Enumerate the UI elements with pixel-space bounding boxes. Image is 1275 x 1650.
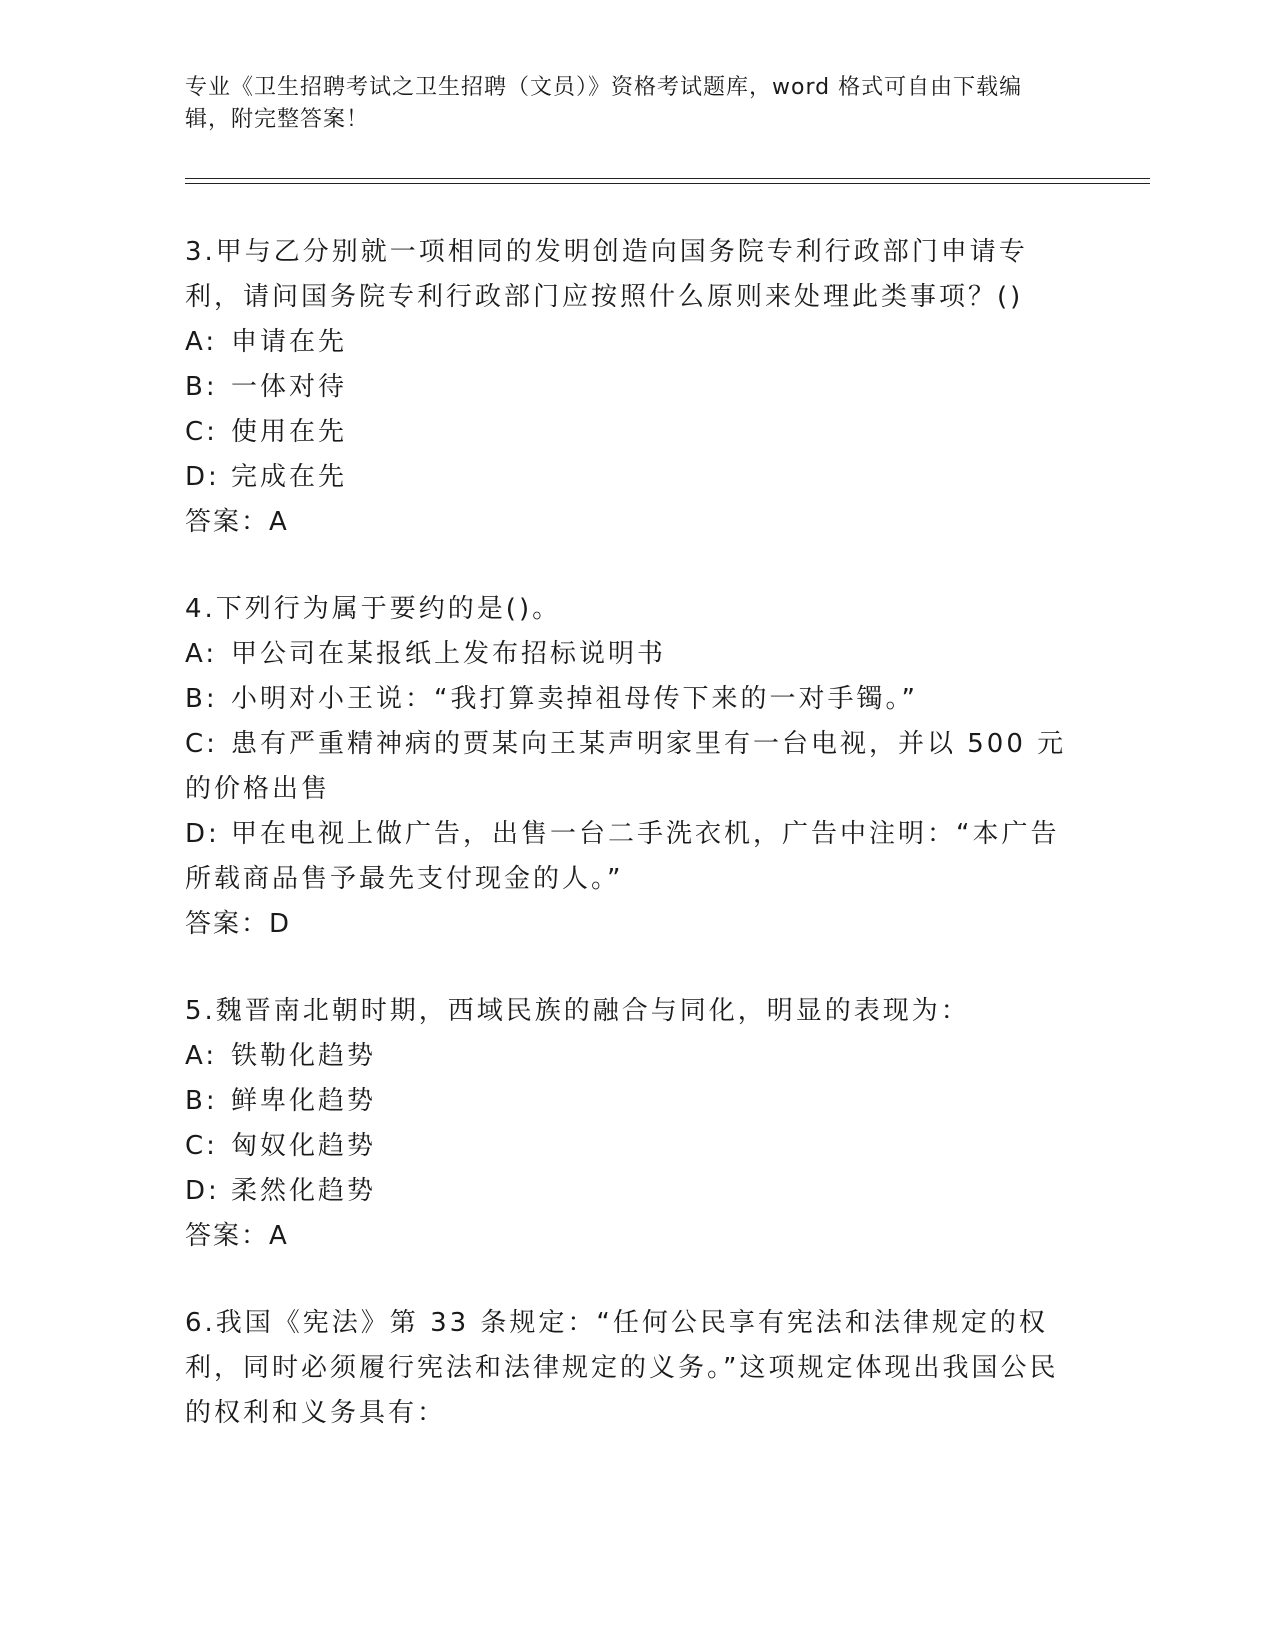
option-letter: A: bbox=[185, 639, 218, 669]
question-4 bbox=[185, 587, 1085, 947]
option-d bbox=[185, 455, 1085, 500]
option-text: 使用在先 bbox=[231, 417, 348, 447]
answer-value: D bbox=[269, 909, 292, 939]
option-b bbox=[185, 1079, 1085, 1124]
option-letter: A: bbox=[185, 1041, 218, 1071]
option-c bbox=[185, 1124, 1085, 1169]
answer-label: 答案： bbox=[185, 507, 270, 537]
header-divider-top bbox=[185, 178, 1150, 179]
question-5 bbox=[185, 989, 1085, 1259]
option-letter: D: bbox=[185, 819, 220, 849]
option-text: 小明对小王说：“我打算卖掉祖母传下来的一对手镯。” bbox=[231, 684, 918, 714]
option-letter: D: bbox=[185, 1176, 220, 1206]
option-text: 匈奴化趋势 bbox=[231, 1131, 377, 1161]
option-letter: B: bbox=[185, 372, 218, 402]
option-letter: C: bbox=[185, 729, 218, 759]
option-text: 患有严重精神病的贾某向王某声明家里有一台电视，并以 500 元的价格出售 bbox=[185, 729, 1067, 804]
answer-line bbox=[185, 500, 1085, 545]
option-letter: D: bbox=[185, 462, 220, 492]
header-divider-bottom bbox=[185, 183, 1150, 184]
option-letter: C: bbox=[185, 417, 218, 447]
option-letter: A: bbox=[185, 327, 218, 357]
answer-line bbox=[185, 1214, 1085, 1259]
option-a bbox=[185, 320, 1085, 365]
option-b bbox=[185, 677, 1085, 722]
question-6 bbox=[185, 1301, 1085, 1436]
option-d bbox=[185, 1169, 1085, 1214]
option-letter: C: bbox=[185, 1131, 218, 1161]
option-c bbox=[185, 410, 1085, 455]
answer-value: A bbox=[269, 1221, 289, 1251]
option-text: 完成在先 bbox=[231, 462, 348, 492]
option-text: 柔然化趋势 bbox=[231, 1176, 377, 1206]
option-text: 甲在电视上做广告，出售一台二手洗衣机，广告中注明：“本广告所载商品售予最先支付现金的人。” bbox=[185, 819, 1060, 894]
answer-line bbox=[185, 902, 1085, 947]
option-letter: B: bbox=[185, 684, 218, 714]
option-letter: B: bbox=[185, 1086, 218, 1116]
option-d bbox=[185, 812, 1085, 902]
option-text: 铁勒化趋势 bbox=[231, 1041, 377, 1071]
header-text: 专业《卫生招聘考试之卫生招聘（文员）》资格考试题库，word 格式可自由下载编辑，附完整答案！ bbox=[185, 75, 1023, 132]
question-3 bbox=[185, 230, 1085, 545]
option-a bbox=[185, 1034, 1085, 1079]
option-text: 甲公司在某报纸上发布招标说明书 bbox=[231, 639, 667, 669]
option-text: 鲜卑化趋势 bbox=[231, 1086, 377, 1116]
question-text: 4.下列行为属于要约的是()。 bbox=[185, 594, 562, 624]
answer-value: A bbox=[269, 507, 289, 537]
question-text: 3.甲与乙分别就一项相同的发明创造向国务院专利行政部门申请专利，请问国务院专利行政部门应按照什么原则来处理此类事项？() bbox=[185, 237, 1028, 312]
answer-label: 答案： bbox=[185, 909, 270, 939]
option-text: 一体对待 bbox=[231, 372, 348, 402]
option-text: 申请在先 bbox=[231, 327, 348, 357]
option-a bbox=[185, 632, 1085, 677]
question-text: 5.魏晋南北朝时期，西域民族的融合与同化，明显的表现为： bbox=[185, 996, 970, 1026]
answer-label: 答案： bbox=[185, 1221, 270, 1251]
question-text: 6.我国《宪法》第 33 条规定：“任何公民享有宪法和法律规定的权利，同时必须履行宪法和法律规定的义务。”这项规定体现出我国公民的权利和义务具有： bbox=[185, 1308, 1059, 1428]
option-c bbox=[185, 722, 1085, 812]
document-header bbox=[185, 72, 1065, 136]
option-b bbox=[185, 365, 1085, 410]
question-list bbox=[185, 230, 1085, 1478]
